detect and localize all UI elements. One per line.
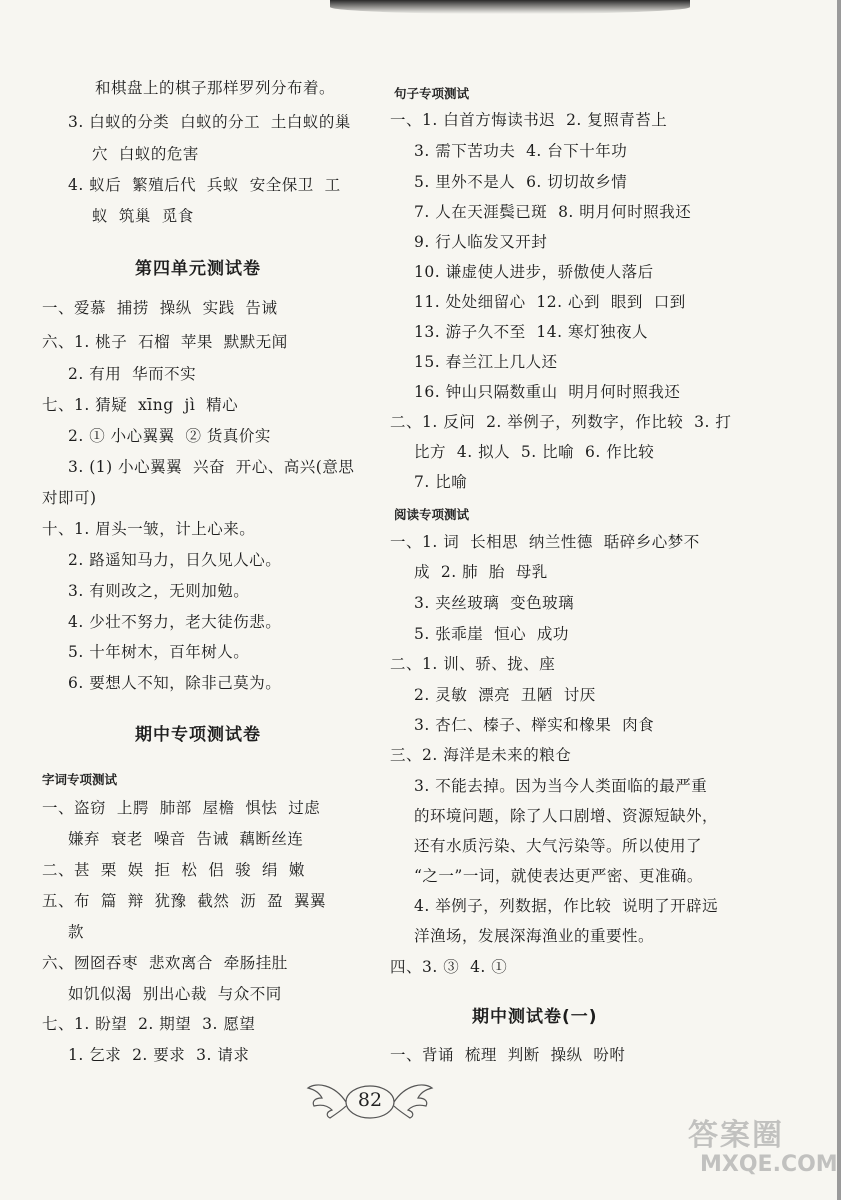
text-line: 和棋盘上的棋子那样罗列分布着。 (95, 79, 336, 97)
text-line: 十、1. 眉头一皱，计上心来。 (42, 520, 256, 538)
text-line: 6. 要想人不知，除非己莫为。 (68, 674, 282, 692)
text-line: 洋渔场，发展深海渔业的重要性。 (414, 927, 655, 945)
text-line: 3. 夹丝玻璃 变色玻璃 (414, 594, 575, 612)
text-line: 款 (68, 923, 85, 941)
section-heading: 期中测试卷(一) (472, 1007, 598, 1027)
section-heading: 期中专项测试卷 (135, 725, 261, 745)
text-line: 一、1. 白首方悔读书迟 2. 复照青苔上 (390, 111, 668, 129)
text-line: 六、1. 桃子 石榴 苹果 默默无闻 (42, 333, 288, 351)
text-line: 3. 白蚁的分类 白蚁的分工 土白蚁的巢 (68, 113, 351, 131)
text-line: 9. 行人临发又开封 (414, 233, 548, 251)
text-line: 比方 4. 拟人 5. 比喻 6. 作比较 (414, 443, 655, 461)
text-line: 2. ① 小心翼翼 ② 货真价实 (68, 427, 271, 445)
page-number (346, 1086, 394, 1116)
text-line: 二、1. 训、骄、拢、座 (390, 655, 556, 673)
text-line: 六、囫囵吞枣 悲欢离合 牵肠挂肚 (42, 954, 288, 972)
subsection-heading: 阅读专项测试 (394, 507, 470, 522)
text-line: 2. 有用 华而不实 (68, 365, 197, 383)
page-edge (837, 0, 841, 1200)
text-line: 嫌弃 衰老 噪音 告诫 藕断丝连 (68, 830, 304, 848)
text-line: 二、1. 反问 2. 举例子，列数字，作比较 3. 打 (390, 413, 732, 431)
text-line: 2. 灵敏 漂亮 丑陋 讨厌 (414, 686, 596, 704)
text-line: 如饥似渴 别出心裁 与众不同 (68, 985, 282, 1003)
text-line: 7. 人在天涯鬓已斑 8. 明月何时照我还 (414, 203, 692, 221)
text-line: 3. 不能去掉。因为当今人类面临的最严重 (414, 777, 708, 795)
text-line: 成 2. 肺 胎 母乳 (414, 563, 548, 581)
subsection-heading: 字词专项测试 (42, 772, 118, 787)
text-line: 穴 白蚁的危害 (92, 145, 199, 163)
text-line: 11. 处处细留心 12. 心到 眼到 口到 (414, 293, 686, 311)
text-line: 10. 谦虚使人进步，骄傲使人落后 (414, 263, 654, 281)
text-line: 对即可) (42, 489, 97, 507)
text-line: 一、1. 词 长相思 纳兰性德 聒碎乡心梦不 (390, 533, 700, 551)
text-line: 4. 蚁后 繁殖后代 兵蚁 安全保卫 工 (68, 176, 341, 194)
scan-shadow (330, 0, 690, 14)
text-line: 3. (1) 小心翼翼 兴奋 开心、高兴(意思 (68, 458, 355, 476)
text-line: 还有水质污染、大气污染等。所以使用了 (414, 837, 703, 855)
text-line: 5. 张乖崖 恒心 成功 (414, 625, 569, 643)
text-line: 3. 有则改之，无则加勉。 (68, 582, 250, 600)
text-line: 五、布 篇 辩 犹豫 截然 沥 盈 翼翼 (42, 892, 326, 910)
subsection-heading: 句子专项测试 (394, 86, 470, 101)
watermark (640, 1110, 838, 1190)
text-line: 1. 乞求 2. 要求 3. 请求 (68, 1046, 250, 1064)
text-line: 15. 春兰江上几人还 (414, 353, 558, 371)
text-line: 16. 钟山只隔数重山 明月何时照我还 (414, 383, 681, 401)
text-line: 5. 十年树木，百年树人。 (68, 643, 250, 661)
text-line: 七、1. 猜疑 xīng jì 精心 (42, 396, 239, 414)
text-line: 的环境问题，除了人口剧增、资源短缺外， (414, 807, 719, 825)
text-line: 蚁 筑巢 觅食 (92, 207, 194, 225)
text-line: 5. 里外不是人 6. 切切故乡情 (414, 173, 628, 191)
text-line: 一、背诵 梳理 判断 操纵 吩咐 (390, 1046, 626, 1064)
text-line: 一、爱慕 捕捞 操纵 实践 告诫 (42, 299, 278, 317)
watermark-url: MXQE.COM (700, 1152, 838, 1177)
text-line: 4. 举例子，列数据，作比较 说明了开辟远 (414, 897, 719, 915)
text-line: 3. 需下苦功夫 4. 台下十年功 (414, 142, 628, 160)
section-heading: 第四单元测试卷 (135, 259, 261, 279)
text-line: “之一”一词，就使表达更严密、更准确。 (414, 867, 703, 885)
text-line: 二、甚 栗 娱 拒 松 侣 骏 绢 嫩 (42, 861, 305, 879)
page-number-text: 82 (357, 1089, 383, 1111)
text-line: 七、1. 盼望 2. 期望 3. 愿望 (42, 1015, 256, 1033)
text-line: 三、2. 海洋是未来的粮仓 (390, 746, 572, 764)
text-line: 3. 杏仁、榛子、榉实和橡果 肉食 (414, 716, 655, 734)
text-line: 7. 比喻 (414, 473, 468, 491)
text-line: 4. 少壮不努力，老大徒伤悲。 (68, 613, 282, 631)
text-line: 13. 游子久不至 14. 寒灯独夜人 (414, 323, 649, 341)
text-line: 四、3. ③ 4. ① (390, 958, 508, 976)
watermark-logo: 答案圈 (688, 1118, 784, 1153)
text-line: 2. 路遥知马力，日久见人心。 (68, 551, 282, 569)
text-line: 一、盗窃 上腭 肺部 屋檐 惧怯 过虑 (42, 799, 321, 817)
